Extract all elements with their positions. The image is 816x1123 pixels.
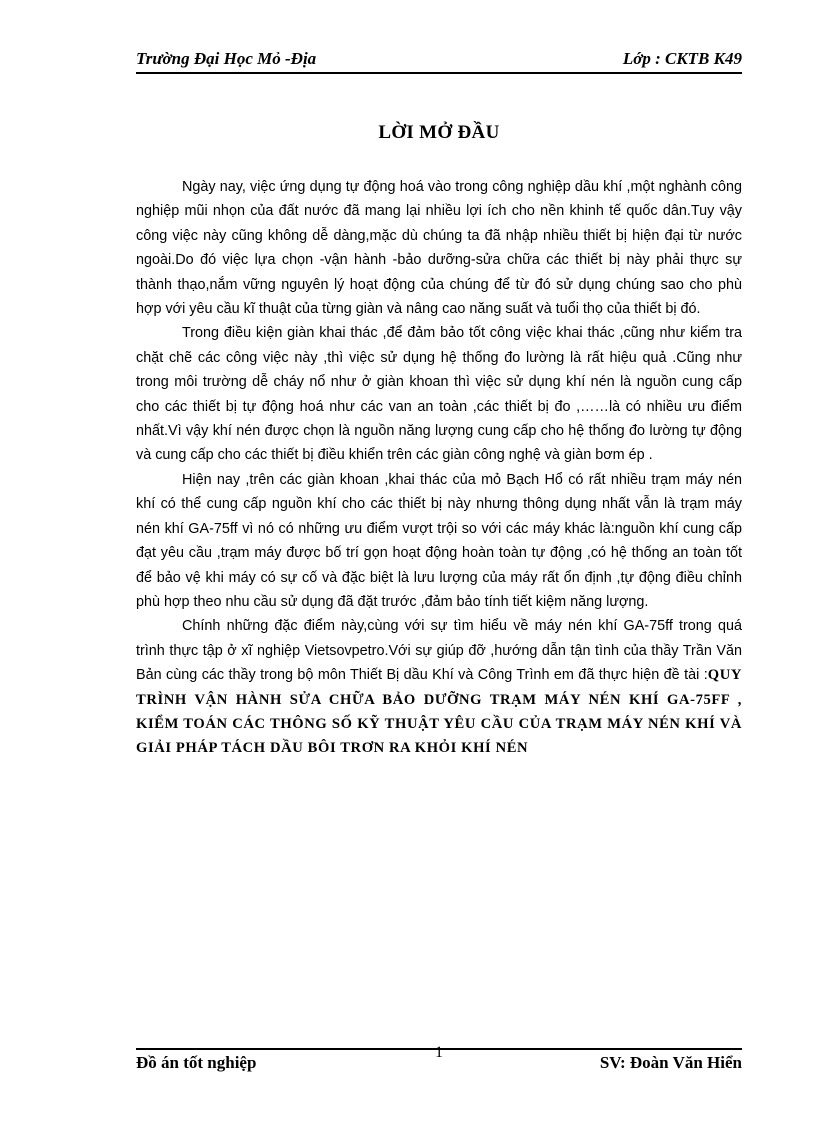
paragraph-final-text: Chính những đặc điểm này,cùng với sự tìm hiểu về máy nén khí GA-75ff trong quá trình thực tập ở xĩ nghiệp Vietsovpetro.Với sự giúp đỡ ,hướng dẫn tận tình của thầy Trần Văn Bản cùng các thầy trong bộ môn Thiết Bị dầu Khí và Công Trình em đã thực hiện đề tài : [136,618,742,684]
header-class: Lớp : CKTB K49 [622,49,742,68]
footer-left: Đồ án tốt nghiệp [136,1053,257,1072]
footer-author: SV: Đoàn Văn Hiển [599,1053,742,1072]
document-body [136,175,742,761]
page-header [136,48,742,74]
paragraph: Ngày nay, việc ứng dụng tự động hoá vào trong công nghiệp dầu khí ,một nghành công nghiệp mũi nhọn của đất nước đã mang lại nhiều lợi ích cho nền khinh tế quốc dân.Tuy vậy công việc này cũng không dễ dàng,mặc dù chúng ta đã nhập nhiều thiết bị hiện đại từ nước ngoài.Do đó việc lựa chọn -vận hành -bảo dưỡng-sửa chữa các thiết bị này phải thực sự thành thạo,nắm vững nguyên lý hoạt động của chúng để từ đó sử dụng chúng sao cho phù hợp với yêu cầu kĩ thuật của từng giàn và nâng cao năng suất và tuổi thọ của thiết bị đó. [136,179,742,318]
paragraph: Hiện nay ,trên các giàn khoan ,khai thác của mỏ Bạch Hổ có rất nhiều trạm máy nén khí có thể cung cấp nguồn khí cho các thiết bị này nhưng thông dụng nhất vẫn là trạm máy nén khí GA-75ff vì nó có những ưu điểm vượt trội so với các máy khác là:nguồn khí cung cấp đạt yêu cầu ,trạm máy được bố trí gọn hoạt động hoàn toàn tự động ,có hệ thống an toàn tốt để bảo vệ khi máy có sự cố và đặc biệt là lưu lượng của máy rất ổn định ,tự động điều chỉnh phù hợp theo nhu cầu sử dụng đã đặt trước ,đảm bảo tính tiết kiệm năng lượng. [136,471,742,610]
thesis-topic: QUY TRÌNH VẬN HÀNH SỬA CHỮA BẢO DƯỠNG TRẠM MÁY NÉN KHÍ GA-75FF , KIỂM TOÁN CÁC THÔNG SỐ KỸ THUẬT YÊU CẦU CỦA TRẠM MÁY NÉN KHÍ VÀ GIẢI PHÁP TÁCH DẦU BÔI TRƠN RA KHỎI KHÍ NÉN [136,667,742,757]
page-footer [136,1044,742,1074]
page-number: 1 [435,1044,443,1061]
paragraph: Trong điều kiện giàn khai thác ,để đảm bảo tốt công việc khai thác ,cũng như kiểm tra chặt chẽ các công việc này ,thì việc sử dụng hệ thống đo lường là rất hiệu quả .Cũng như trong môi trường dễ cháy nổ như ở giàn khoan thì việc sử dụng khí nén là nguồn cung cấp cho các thiết bị tự động hoá như các van an toàn ,các thiết bị đo ,……là có nhiều ưu điểm nhất.Vì vậy khí nén được chọn là nguồn năng lượng cung cấp cho hệ thống đo lường tự động và cung cấp cho các thiết bị điều khiển trên các giàn công nghệ và giàn bơm ép . [136,325,742,464]
header-school: Trường Đại Học Mỏ -Địa [136,49,317,68]
paragraph-final [136,614,742,760]
page-title: LỜI MỞ ĐẦU [378,122,500,143]
